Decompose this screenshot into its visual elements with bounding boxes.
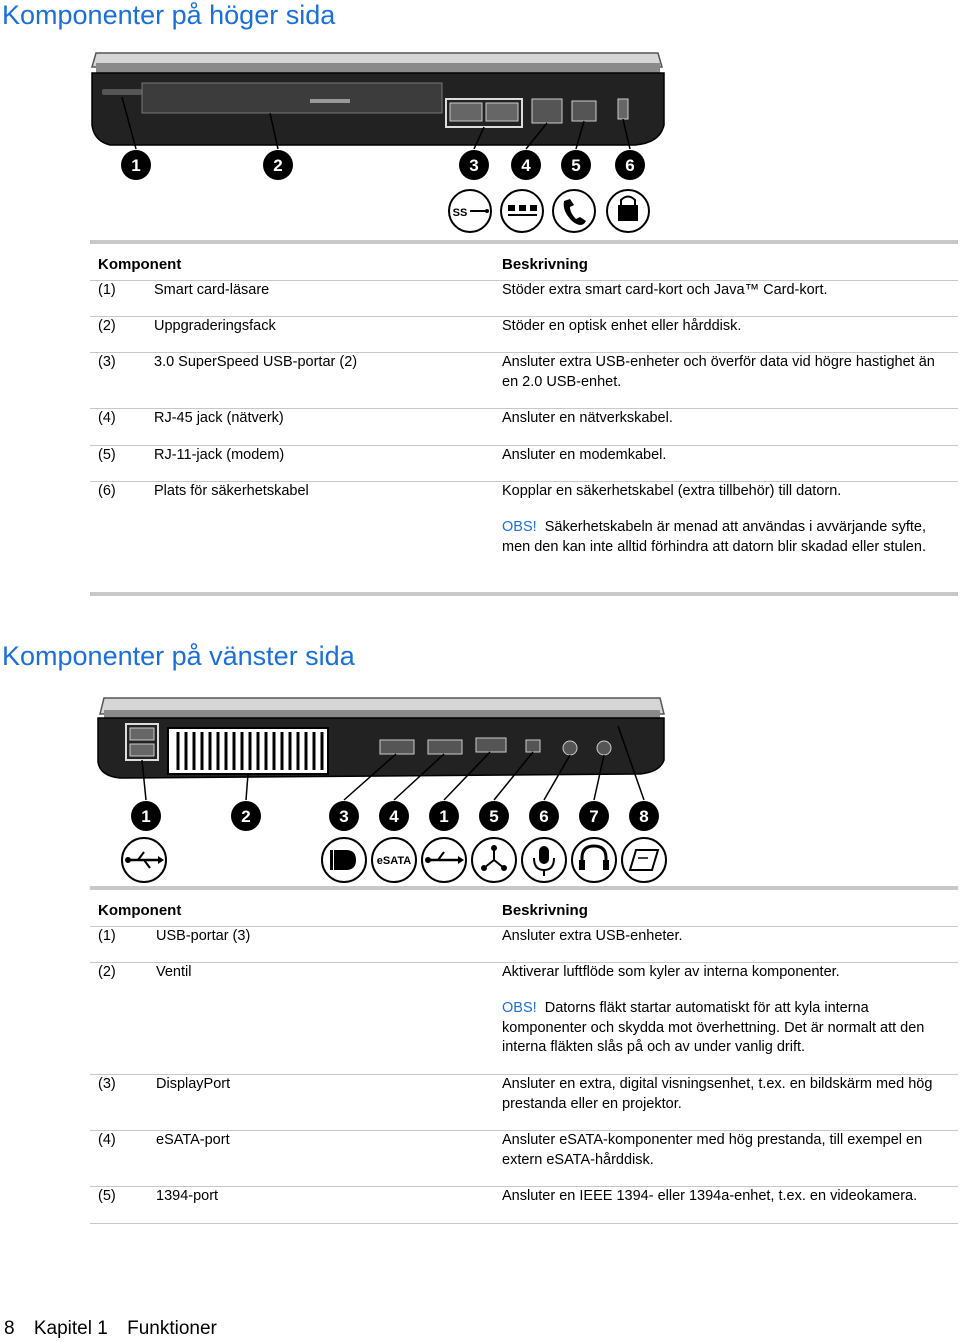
row-description: Ansluter en extra, digital visningsenhet, t.ex. en bildskärm med hög prestanda eller en projektor. (502, 1076, 933, 1112)
row-number: (3) (98, 354, 116, 370)
security-lock-icon (607, 190, 649, 232)
table-row (90, 409, 958, 445)
table-row (90, 1075, 958, 1130)
svg-text:4: 4 (389, 807, 399, 826)
row-description: Ansluter eSATA-komponenter med hög prestanda, till exempel en extern eSATA-hårddisk. (502, 1132, 923, 1168)
row-component: 3.0 SuperSpeed USB-portar (2) (154, 354, 358, 370)
chapter-title: Funktioner (127, 1318, 217, 1339)
row-description: Ansluter en IEEE 1394- eller 1394a-enhet, t.ex. en videokamera. (502, 1188, 918, 1204)
usb-icon (422, 838, 466, 882)
callout-label: 3 (469, 156, 479, 175)
row-component: Uppgraderingsfack (154, 318, 276, 334)
svg-text:eSATA: eSATA (376, 855, 412, 867)
table-row (90, 317, 958, 352)
svg-text:2: 2 (241, 807, 251, 826)
row-component: USB-portar (3) (156, 928, 251, 944)
obs-text: Datorns fläkt startar automatiskt för att kyla interna komponenter och skydda mot överhettning. Det är normalt att den interna fläkten slås på och av under vanlig drift. (502, 1000, 925, 1055)
row-description: Ansluter en nätverkskabel. (502, 410, 673, 426)
row-component: DisplayPort (156, 1076, 231, 1092)
row-component: RJ-11-jack (modem) (154, 447, 285, 463)
callout-label: 2 (273, 156, 283, 175)
table-row (90, 927, 958, 962)
row-number: (5) (98, 447, 116, 463)
row-number: (4) (98, 1132, 116, 1148)
table-row (90, 963, 958, 1074)
svg-text:5: 5 (489, 807, 499, 826)
callout-label: 1 (131, 156, 141, 175)
obs-label: OBS! (502, 519, 537, 535)
table-row (90, 446, 958, 481)
header-component: Komponent (98, 256, 182, 273)
headphone-icon (572, 838, 616, 882)
callout-label: 5 (571, 156, 581, 175)
table-header (90, 890, 958, 926)
microphone-icon (522, 838, 566, 882)
page-footer (4, 1318, 231, 1340)
row-component: Plats för säkerhetskabel (154, 483, 309, 499)
row-number: (5) (98, 1188, 116, 1204)
svg-text:3: 3 (339, 807, 349, 826)
obs-note (502, 999, 952, 1058)
esata-icon (372, 838, 416, 882)
section-title-right-side: Komponenter på höger sida (2, 0, 336, 30)
row-component: Ventil (156, 964, 192, 980)
row-number: (1) (98, 928, 116, 944)
left-side-laptop-illustration (90, 692, 680, 884)
chapter-label: Kapitel 1 (33, 1318, 108, 1339)
row-description: Stöder en optisk enhet eller hårddisk. (502, 318, 742, 334)
row-number: (2) (98, 318, 116, 334)
obs-text: Säkerhetskabeln är menad att användas i avvärjande syfte, men den kan inte alltid förhindra att datorn blir skadad eller stulen. (502, 519, 926, 555)
right-side-laptop-illustration (90, 45, 670, 240)
svg-text:1: 1 (439, 807, 449, 826)
row-number: (4) (98, 410, 116, 426)
page-number: 8 (4, 1318, 15, 1339)
svg-text:SS: SS (452, 207, 468, 219)
table-row (90, 1187, 958, 1223)
row-component: RJ-45 jack (nätverk) (154, 410, 284, 426)
usb-superspeed-icon (449, 190, 491, 232)
obs-note (502, 518, 952, 557)
row-description: Ansluter extra USB-enheter och överför data vid högre hastighet än en 2.0 USB-enhet. (502, 354, 935, 390)
section-title-left-side: Komponenter på vänster sida (2, 641, 355, 671)
table-header (90, 244, 958, 280)
callout-label: 6 (625, 156, 635, 175)
header-description: Beskrivning (502, 902, 588, 919)
row-description: Stöder extra smart card-kort och Java™ Card-kort. (502, 282, 828, 298)
right-side-laptop-figure (90, 45, 670, 240)
svg-text:1: 1 (141, 807, 151, 826)
row-number: (6) (98, 483, 116, 499)
right-side-components-table (90, 240, 958, 596)
row-number: (3) (98, 1076, 116, 1092)
svg-text:8: 8 (639, 807, 649, 826)
rj11-modem-icon (553, 190, 595, 232)
row-description: Ansluter en modemkabel. (502, 447, 667, 463)
displayport-icon (322, 838, 366, 882)
row-component: Smart card-läsare (154, 282, 270, 298)
table-row (90, 353, 958, 408)
usb-icon (122, 838, 166, 882)
firewire-1394-icon (472, 838, 516, 882)
rj45-network-icon (501, 190, 543, 232)
svg-text:7: 7 (589, 807, 599, 826)
row-description: Aktiverar luftflöde som kyler av interna komponenter. (502, 964, 840, 980)
left-side-laptop-figure (90, 692, 680, 884)
row-number: (2) (98, 964, 116, 980)
table-row (90, 482, 958, 592)
row-description: Kopplar en säkerhetskabel (extra tillbehör) till datorn. (502, 483, 842, 499)
left-side-components-table (90, 886, 958, 1224)
svg-text:6: 6 (539, 807, 549, 826)
row-component: eSATA-port (156, 1132, 230, 1148)
row-component: 1394-port (156, 1188, 219, 1204)
header-description: Beskrivning (502, 256, 588, 273)
table-row (90, 281, 958, 316)
obs-label: OBS! (502, 1000, 537, 1016)
row-number: (1) (98, 282, 116, 298)
callout-label: 4 (521, 156, 531, 175)
smart-card-icon (622, 838, 666, 882)
row-description: Ansluter extra USB-enheter. (502, 928, 683, 944)
table-row (90, 1131, 958, 1186)
header-component: Komponent (98, 902, 182, 919)
